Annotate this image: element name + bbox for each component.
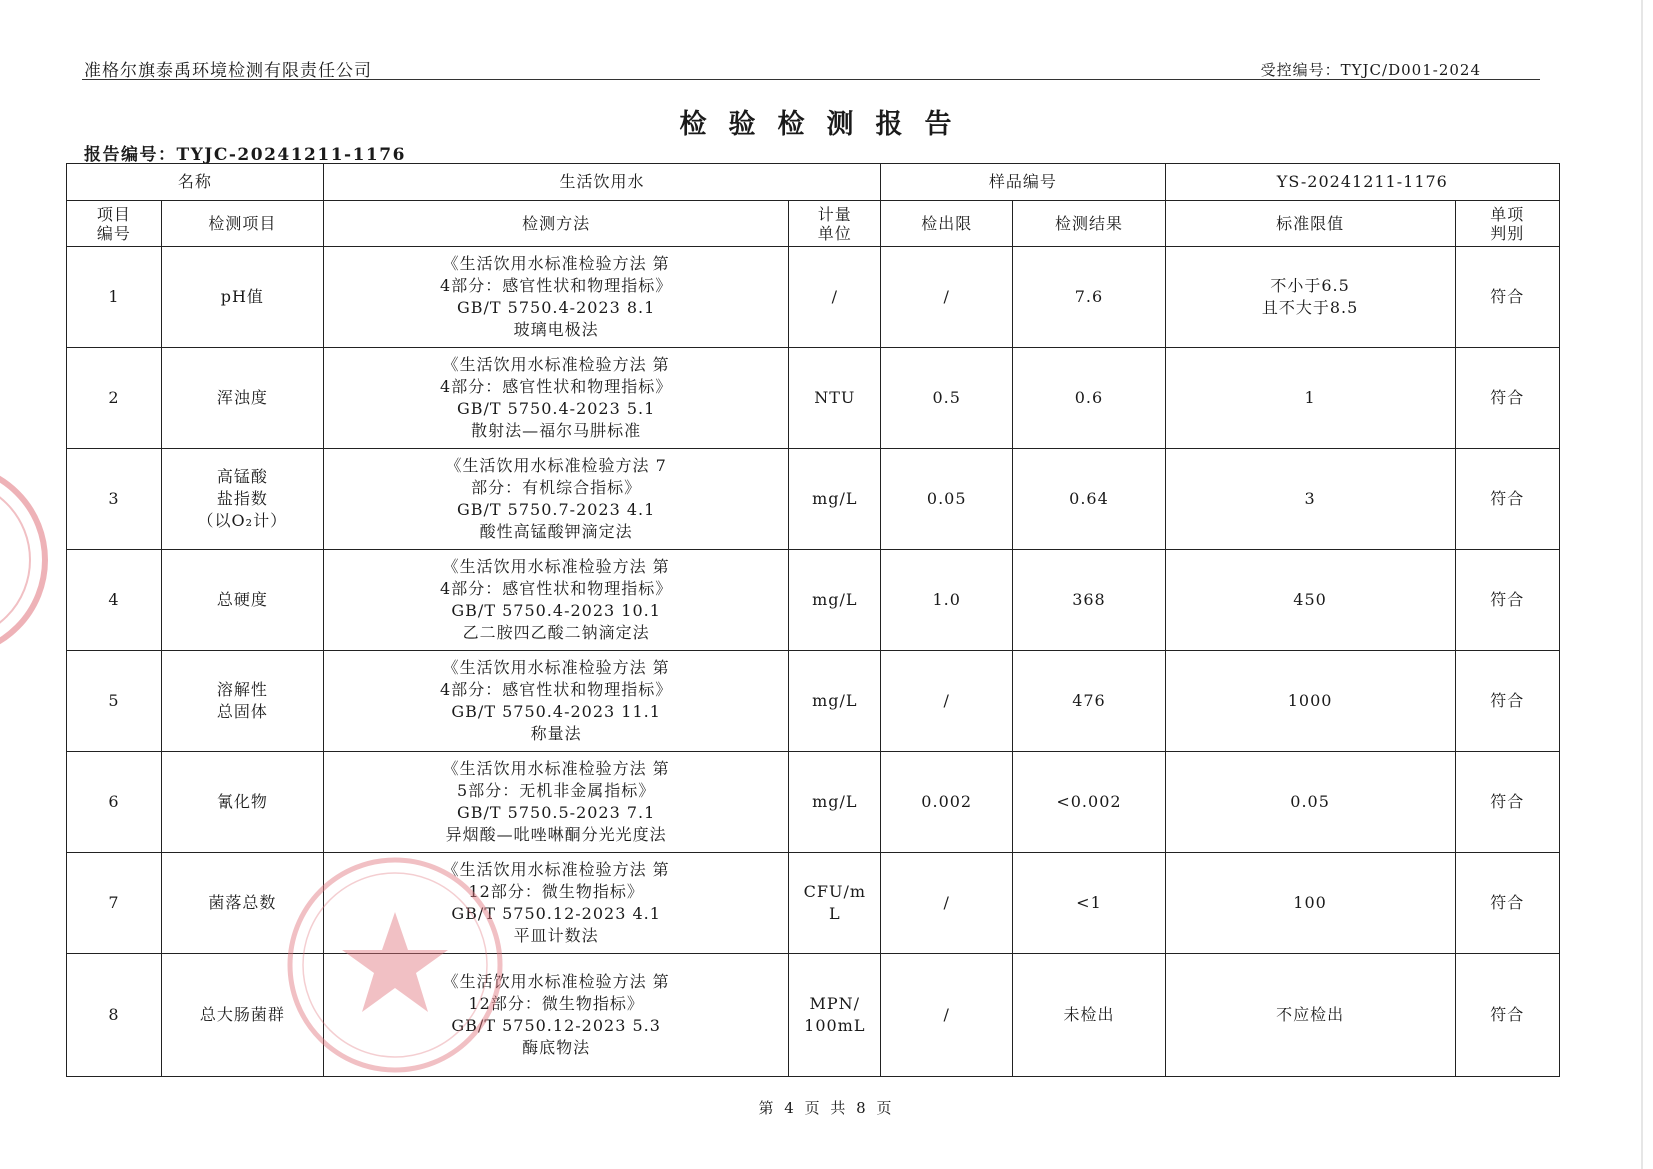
- cell-unit: mg/L: [789, 449, 881, 550]
- cell-no: 7: [67, 853, 162, 954]
- cell-no: 5: [67, 651, 162, 752]
- cell-standard: 不应检出: [1165, 954, 1455, 1077]
- cell-result: <0.002: [1013, 752, 1165, 853]
- partial-seal-stamp: [0, 460, 70, 660]
- cell-unit: mg/L: [789, 752, 881, 853]
- cell-method: [323, 954, 789, 1077]
- page-footer: 第 4 页 共 8 页: [758, 1099, 895, 1117]
- cell-result: 0.6: [1013, 348, 1165, 449]
- cell-no: 3: [67, 449, 162, 550]
- method-line: GB/T 5750.5-2023 7.1: [456, 803, 656, 822]
- cell-result: 未检出: [1013, 954, 1165, 1077]
- cell-standard: 1000: [1165, 651, 1455, 752]
- method-line: 散射法—福尔马肼标准: [471, 421, 642, 440]
- sample-label: 样品编号: [881, 164, 1166, 201]
- cell-no: 1: [67, 247, 162, 348]
- cell-unit: /: [789, 247, 881, 348]
- method-line: GB/T 5750.12-2023 5.3: [451, 1016, 661, 1035]
- cell-standard: 0.05: [1165, 752, 1455, 853]
- report-number: 报告编号：TYJC-20241211-1176: [84, 145, 406, 165]
- cell-result: 476: [1013, 651, 1165, 752]
- method-line: 12部分：微生物指标》: [468, 882, 644, 901]
- table-row: [67, 550, 1560, 651]
- method-line: 《生活饮用水标准检验方法 第: [442, 860, 670, 879]
- test-results-table: [66, 163, 1560, 1077]
- cell-limit: 0.002: [881, 752, 1013, 853]
- table-row: [67, 853, 1560, 954]
- method-line: 称量法: [530, 724, 582, 743]
- cell-no: 4: [67, 550, 162, 651]
- cell-standard: 1: [1165, 348, 1455, 449]
- table-row: [67, 752, 1560, 853]
- cell-method: [323, 449, 789, 550]
- col-header-method: 检测方法: [323, 201, 789, 247]
- cell-method: [323, 550, 789, 651]
- cell-standard: 不小于6.5 且不大于8.5: [1165, 247, 1455, 348]
- method-line: 酶底物法: [522, 1038, 591, 1057]
- col-header-limit: 检出限: [881, 201, 1013, 247]
- method-line: GB/T 5750.12-2023 4.1: [451, 904, 661, 923]
- method-line: 4部分：感官性状和物理指标》: [440, 377, 673, 396]
- sample-value: YS-20241211-1176: [1165, 164, 1559, 201]
- cell-method: [323, 752, 789, 853]
- method-line: 《生活饮用水标准检验方法 第: [442, 355, 670, 374]
- method-line: 《生活饮用水标准检验方法 第: [442, 759, 670, 778]
- method-line: 异烟酸—吡唑啉酮分光光度法: [445, 825, 667, 844]
- table-row: [67, 449, 1560, 550]
- method-line: GB/T 5750.7-2023 4.1: [456, 500, 656, 519]
- cell-item: 浑浊度: [161, 348, 323, 449]
- name-label: 名称: [67, 164, 324, 201]
- cell-no: 6: [67, 752, 162, 853]
- cell-item: 总大肠菌群: [161, 954, 323, 1077]
- cell-limit: 1.0: [881, 550, 1013, 651]
- cell-limit: /: [881, 651, 1013, 752]
- col-header-unit: 计量 单位: [789, 201, 881, 247]
- cell-judge: 符合: [1455, 954, 1560, 1077]
- cell-method: [323, 348, 789, 449]
- method-line: 平皿计数法: [513, 926, 599, 945]
- report-title: 检验检测报告: [679, 109, 974, 140]
- cell-limit: /: [881, 853, 1013, 954]
- method-line: 《生活饮用水标准检验方法 7: [445, 456, 667, 475]
- cell-unit: mg/L: [789, 651, 881, 752]
- method-line: 4部分：感官性状和物理指标》: [440, 579, 673, 598]
- cell-result: 0.64: [1013, 449, 1165, 550]
- cell-no: 8: [67, 954, 162, 1077]
- cell-result: 7.6: [1013, 247, 1165, 348]
- control-number: 受控编号：TYJC/D001-2024: [1260, 61, 1481, 79]
- method-line: 《生活饮用水标准检验方法 第: [442, 557, 670, 576]
- cell-limit: /: [881, 954, 1013, 1077]
- cell-judge: 符合: [1455, 550, 1560, 651]
- cell-item: 菌落总数: [161, 853, 323, 954]
- method-line: GB/T 5750.4-2023 11.1: [451, 702, 661, 721]
- method-line: GB/T 5750.4-2023 8.1: [456, 298, 656, 317]
- col-header-result: 检测结果: [1013, 201, 1165, 247]
- cell-no: 2: [67, 348, 162, 449]
- cell-method: [323, 853, 789, 954]
- method-line: 12部分：微生物指标》: [468, 994, 644, 1013]
- method-line: 《生活饮用水标准检验方法 第: [442, 254, 670, 273]
- method-line: 《生活饮用水标准检验方法 第: [442, 972, 670, 991]
- cell-method: [323, 247, 789, 348]
- cell-limit: /: [881, 247, 1013, 348]
- page-edge: [1641, 0, 1643, 1169]
- column-header-row: [67, 201, 1560, 247]
- col-header-judge: 单项 判别: [1455, 201, 1560, 247]
- cell-result: <1: [1013, 853, 1165, 954]
- cell-item: pH值: [161, 247, 323, 348]
- cell-method: [323, 651, 789, 752]
- header-divider: [82, 79, 1540, 80]
- cell-item: 总硬度: [161, 550, 323, 651]
- cell-judge: 符合: [1455, 752, 1560, 853]
- method-line: GB/T 5750.4-2023 10.1: [451, 601, 661, 620]
- cell-unit: mg/L: [789, 550, 881, 651]
- cell-unit: MPN/ 100mL: [789, 954, 881, 1077]
- cell-judge: 符合: [1455, 853, 1560, 954]
- col-header-no: 项目 编号: [67, 201, 162, 247]
- table-row: [67, 247, 1560, 348]
- cell-judge: 符合: [1455, 348, 1560, 449]
- table-row: [67, 651, 1560, 752]
- cell-standard: 100: [1165, 853, 1455, 954]
- table-row: [67, 348, 1560, 449]
- col-header-standard: 标准限值: [1165, 201, 1455, 247]
- cell-unit: CFU/m L: [789, 853, 881, 954]
- cell-item: 溶解性 总固体: [161, 651, 323, 752]
- info-row: [67, 164, 1560, 201]
- method-line: 4部分：感官性状和物理指标》: [440, 276, 673, 295]
- cell-judge: 符合: [1455, 247, 1560, 348]
- cell-unit: NTU: [789, 348, 881, 449]
- cell-judge: 符合: [1455, 449, 1560, 550]
- method-line: 部分：有机综合指标》: [471, 478, 642, 497]
- method-line: 玻璃电极法: [513, 320, 599, 339]
- method-line: 4部分：感官性状和物理指标》: [440, 680, 673, 699]
- cell-judge: 符合: [1455, 651, 1560, 752]
- cell-item: 氰化物: [161, 752, 323, 853]
- col-header-item: 检测项目: [161, 201, 323, 247]
- method-line: 酸性高锰酸钾滴定法: [479, 522, 633, 541]
- method-line: GB/T 5750.4-2023 5.1: [456, 399, 656, 418]
- cell-result: 368: [1013, 550, 1165, 651]
- table-row: [67, 954, 1560, 1077]
- cell-standard: 3: [1165, 449, 1455, 550]
- cell-item: 高锰酸 盐指数 （以O₂计）: [161, 449, 323, 550]
- method-line: 5部分：无机非金属指标》: [457, 781, 656, 800]
- method-line: 《生活饮用水标准检验方法 第: [442, 658, 670, 677]
- cell-limit: 0.5: [881, 348, 1013, 449]
- company-name: 准格尔旗泰禹环境检测有限责任公司: [84, 61, 372, 81]
- name-value: 生活饮用水: [323, 164, 880, 201]
- cell-standard: 450: [1165, 550, 1455, 651]
- method-line: 乙二胺四乙酸二钠滴定法: [462, 623, 650, 642]
- cell-limit: 0.05: [881, 449, 1013, 550]
